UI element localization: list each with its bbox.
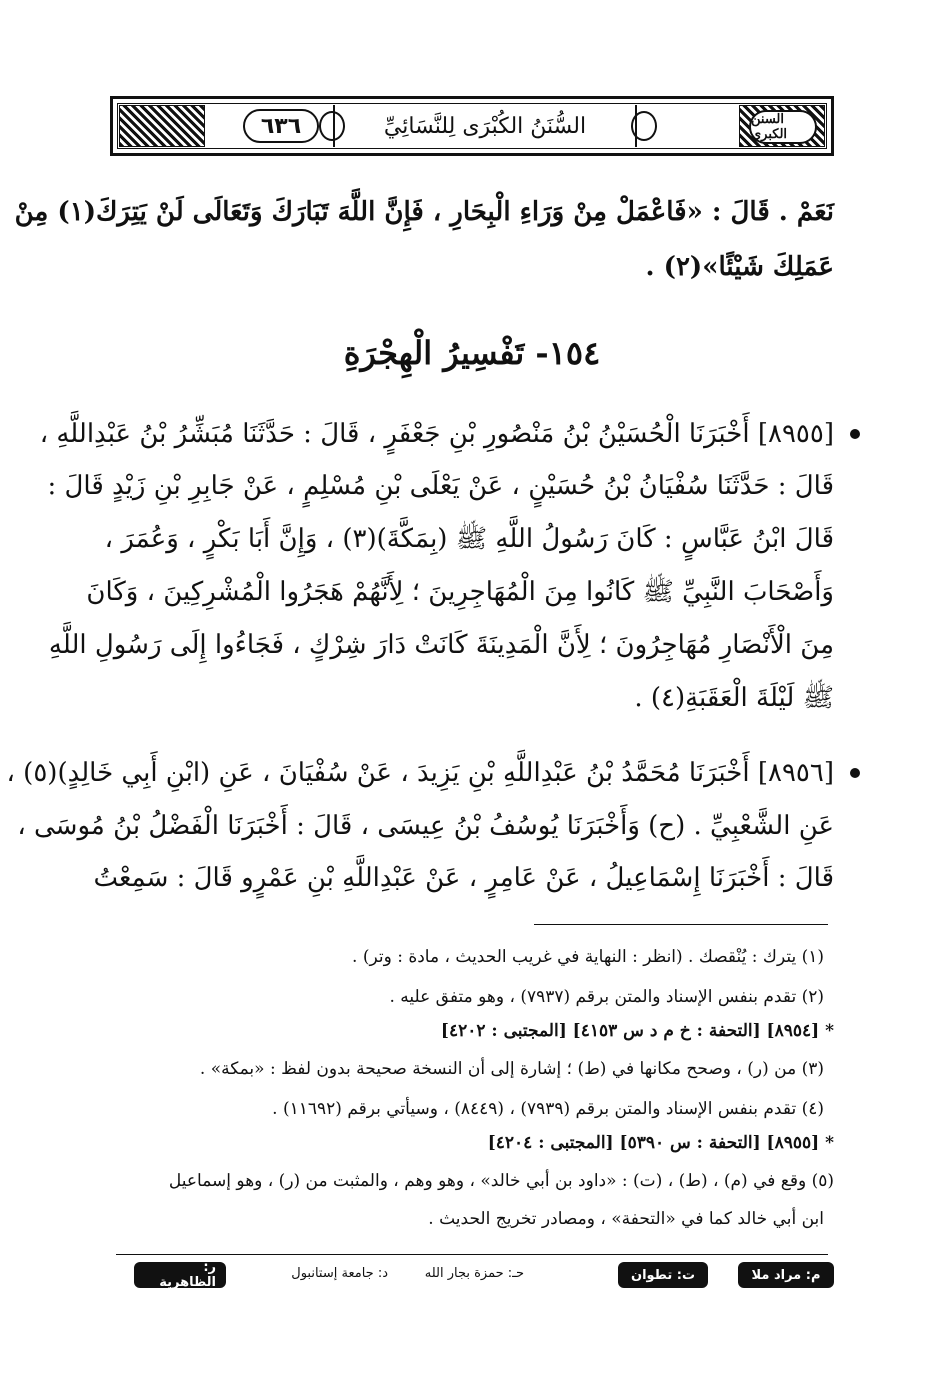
scroll-ornament-icon	[631, 111, 657, 141]
hadith-8956-line-2: عَنِ الشَّعْبِيِّ . (ح) وَأَخْبَرَنَا يُوسُفُ بْنُ عِيسَى ، قَالَ : أَخْبَرَنَا الْفَضْلُ بْنُ مُوسَى ،	[17, 811, 834, 841]
footnote-5: (٥) وقع في (م) ، (ط) ، (ت) : «داود بن أبي خالد» ، وهو وهم ، والمثبت من (ر) ، وهو إسماعيل	[168, 1171, 834, 1191]
footnote-5-continued: ابن أبي خالد كما في «التحفة» ، ومصادر تخريج الحديث .	[428, 1209, 824, 1229]
hadith-8956-line-1: [٨٩٥٦] أَخْبَرَنَا مُحَمَّدُ بْنُ عَبْدِاللَّهِ بْنِ يَزِيدَ ، عَنْ سُفْيَانَ ، عَنِ (ابْنِ أَبِي خَالِدٍ)(٥) ،	[6, 758, 834, 788]
siglum-m: م: مراد ملا	[738, 1262, 834, 1288]
hadith-8955-line-4: وَأَصْحَابَ النَّبِيِّ ﷺ كَانُوا مِنَ الْمُهَاجِرِينَ ؛ لِأَنَّهُمْ هَجَرُوا الْمُشْرِكِينَ ، وَكَانَ	[86, 577, 834, 607]
book-title: السُّنَنُ الكُبْرَى لِلنَّسَائِيِّ	[333, 105, 637, 147]
hadith-8955-line-5: مِنَ الْأَنْصَارِ مُهَاجِرُونَ ؛ لِأَنَّ الْمَدِينَةَ كَانَتْ دَارَ شِرْكٍ ، فَجَاءُوا إِلَى رَسُولِ اللَّهِ	[48, 630, 834, 660]
hadith-8955-line-6: ﷺ لَيْلَةَ الْعَقَبَةِ(٤) .	[634, 683, 834, 713]
page-number: ٦٣٦	[243, 109, 319, 143]
manuscript-legend	[110, 1262, 834, 1292]
footnote-4: (٤) تقدم بنفس الإسناد والمتن برقم (٧٩٣٩) ، (٨٤٤٩) ، وسيأتي برقم (١١٦٩٢) .	[272, 1099, 824, 1119]
bullet-icon	[850, 429, 860, 439]
takhrij-8954: * [٨٩٥٤] [التحفة : خ م د س ٤١٥٣] [المجتبى : ٤٢٠٢]	[440, 1021, 834, 1041]
hadith-8956-line-3: قَالَ : أَخْبَرَنَا إِسْمَاعِيلُ ، عَنْ عَامِرٍ ، عَنْ عَبْدِاللَّهِ بْنِ عَمْرٍو قَالَ : سَمِعْتُ	[93, 863, 834, 893]
footnote-separator	[534, 924, 828, 925]
bullet-icon	[850, 768, 860, 778]
section-title: ١٥٤- تَفْسِيرُ الْهِجْرَةِ	[343, 334, 601, 372]
siglum-t: ت: تطوان	[618, 1262, 708, 1288]
siglum-d: د: جامعة إستانبول	[291, 1266, 388, 1281]
hadith-8955-line-1: [٨٩٥٥] أَخْبَرَنَا الْحُسَيْنُ بْنُ مَنْصُورِ بْنِ جَعْفَرٍ ، قَالَ : حَدَّثَنَا مُبَشِّرُ بْنُ عَبْدِاللَّهِ ،	[39, 419, 834, 449]
book-badge: السنن الكبرى	[749, 110, 817, 144]
footer-rule	[116, 1254, 828, 1255]
ornament-left	[119, 105, 205, 147]
siglum-r: ر: الظاهرية	[134, 1262, 226, 1288]
siglum-h: حـ: حمزة بجار الله	[424, 1266, 524, 1281]
hadith-8955-line-2: قَالَ : حَدَّثَنَا سُفْيَانُ بْنُ حُسَيْنٍ ، عَنْ يَعْلَى بْنِ مُسْلِمٍ ، عَنْ جَابِرِ بْنِ زَيْدٍ قَالَ :	[47, 471, 834, 501]
page-header	[110, 96, 834, 156]
ornament-right	[739, 105, 825, 147]
intro-line-1: نَعَمْ . قَالَ : «فَاعْمَلْ مِنْ وَرَاءِ الْبِحَارِ ، فَإِنَّ اللَّهَ تَبَارَكَ وَتَعَالَى لَنْ يَتِرَكَ(١) مِنْ	[14, 197, 834, 227]
footnote-1: (١) يترك : يُنْقصك . (انظر : النهاية في غريب الحديث ، مادة : وتر) .	[352, 947, 824, 967]
footnote-3: (٣) من (ر) ، وصحح مكانها في (ط) ؛ إشارة إلى أن النسخة صحيحة بدون لفظ : «بمكة» .	[199, 1059, 824, 1079]
intro-line-2: عَمَلِكَ شَيْئًا»(٢) .	[645, 252, 834, 282]
footnote-2: (٢) تقدم بنفس الإسناد والمتن برقم (٧٩٣٧) ، وهو متفق عليه .	[389, 987, 824, 1007]
hadith-8955-line-3: قَالَ ابْنُ عَبَّاسٍ : كَانَ رَسُولُ اللَّهِ ﷺ (بِمَكَّةَ)(٣) ، وَإِنَّ أَبَا بَكْرٍ ، وَعُمَرَ ،	[104, 524, 834, 554]
takhrij-8955: * [٨٩٥٥] [التحفة : س ٥٣٩٠] [المجتبى : ٤٢٠٤]	[487, 1133, 834, 1153]
